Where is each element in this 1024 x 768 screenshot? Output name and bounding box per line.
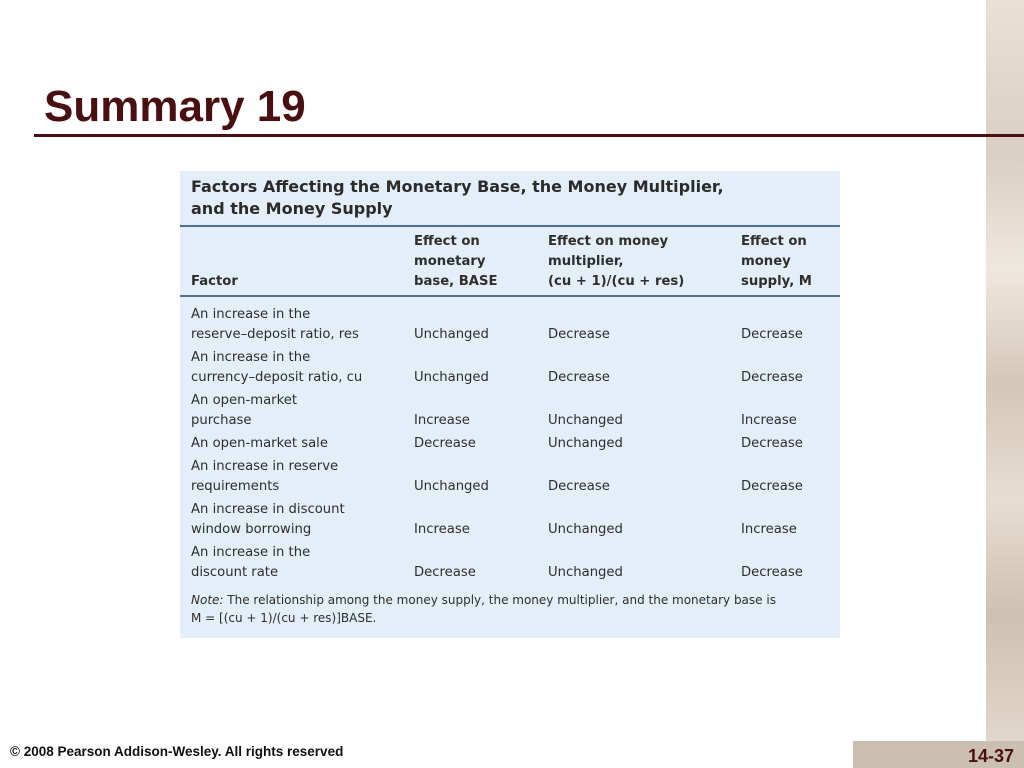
table-cell-supply: Decrease [741, 436, 803, 451]
factor-line: currency–deposit ratio, cu [191, 370, 363, 385]
factor-line: An open-market [191, 393, 298, 408]
factor-line: An increase in the [191, 545, 311, 560]
column-header-multiplier [548, 232, 684, 292]
factor-line: An increase in the [191, 307, 311, 322]
table-cell-multiplier: Decrease [548, 327, 610, 342]
table-cell-multiplier: Decrease [548, 479, 610, 494]
column-header-supply [741, 232, 812, 292]
factor-line: An increase in the [191, 350, 311, 365]
column-header-base-line-2: monetary [414, 254, 486, 269]
factor-line: An open-market sale [191, 436, 328, 451]
copyright-footer: © 2008 Pearson Addison-Wesley. All rights reserved [10, 744, 344, 759]
table-cell-supply: Decrease [741, 370, 803, 385]
table-cell-base: Decrease [414, 436, 476, 451]
column-header-supply-line-1: Effect on [741, 234, 807, 249]
table-row-factor [191, 391, 297, 431]
factor-line: discount rate [191, 565, 279, 580]
decorative-side-strip [986, 0, 1024, 768]
column-header-multiplier-line-2: multiplier, [548, 254, 624, 269]
table-cell-multiplier: Unchanged [548, 413, 623, 428]
table-cell-base: Unchanged [414, 370, 489, 385]
table-cell-multiplier: Decrease [548, 370, 610, 385]
factor-line: reserve–deposit ratio, res [191, 327, 359, 342]
table-cell-multiplier: Unchanged [548, 522, 623, 537]
table-cell-supply: Increase [741, 522, 797, 537]
table-note-line-1 [191, 591, 831, 609]
table-cell-base: Increase [414, 413, 470, 428]
table-heading [191, 176, 751, 220]
table-row-factor [191, 457, 338, 497]
factor-line: purchase [191, 413, 252, 428]
column-header-base-line-3: base, BASE [414, 274, 498, 289]
table-cell-base: Unchanged [414, 327, 489, 342]
column-header-base [414, 232, 498, 292]
table-row-factor [191, 543, 310, 583]
factor-line: An increase in discount [191, 502, 345, 517]
table-cell-supply: Increase [741, 413, 797, 428]
column-header-multiplier-line-3: (cu + 1)/(cu + res) [548, 274, 685, 289]
factors-table [180, 171, 840, 638]
table-header-rule [180, 295, 840, 297]
title-underline [34, 134, 1024, 137]
table-cell-base: Unchanged [414, 479, 489, 494]
table-cell-supply: Decrease [741, 327, 803, 342]
slide-title: Summary 19 [44, 82, 306, 131]
note-text: The relationship among the money supply, the money multiplier, and the monetary base is [223, 593, 776, 607]
factor-line: requirements [191, 479, 280, 494]
page-number: 14-37 [967, 746, 1014, 766]
table-row-factor [191, 348, 362, 388]
table-top-rule [180, 225, 840, 227]
column-header-factor-line: Factor [191, 274, 238, 289]
table-heading-line-1: Factors Affecting the Monetary Base, the Money Multiplier, [191, 177, 724, 196]
table-note [191, 591, 831, 627]
table-note-line-2: M = [(cu + 1)/(cu + res)]BASE. [191, 611, 377, 625]
table-row-factor [191, 434, 328, 454]
table-cell-supply: Decrease [741, 479, 803, 494]
table-row-factor [191, 305, 359, 345]
factor-line: window borrowing [191, 522, 312, 537]
column-header-factor [191, 272, 238, 292]
column-header-supply-line-3: supply, M [741, 274, 812, 289]
table-cell-base: Decrease [414, 565, 476, 580]
table-cell-base: Increase [414, 522, 470, 537]
table-cell-multiplier: Unchanged [548, 565, 623, 580]
factor-line: An increase in reserve [191, 459, 339, 474]
table-row-factor [191, 500, 345, 540]
column-header-supply-line-2: money [741, 254, 791, 269]
column-header-base-line-1: Effect on [414, 234, 480, 249]
table-cell-supply: Decrease [741, 565, 803, 580]
note-label: Note: [191, 593, 224, 607]
column-header-multiplier-line-1: Effect on money [548, 234, 669, 249]
table-heading-line-2: and the Money Supply [191, 199, 393, 218]
table-cell-multiplier: Unchanged [548, 436, 623, 451]
